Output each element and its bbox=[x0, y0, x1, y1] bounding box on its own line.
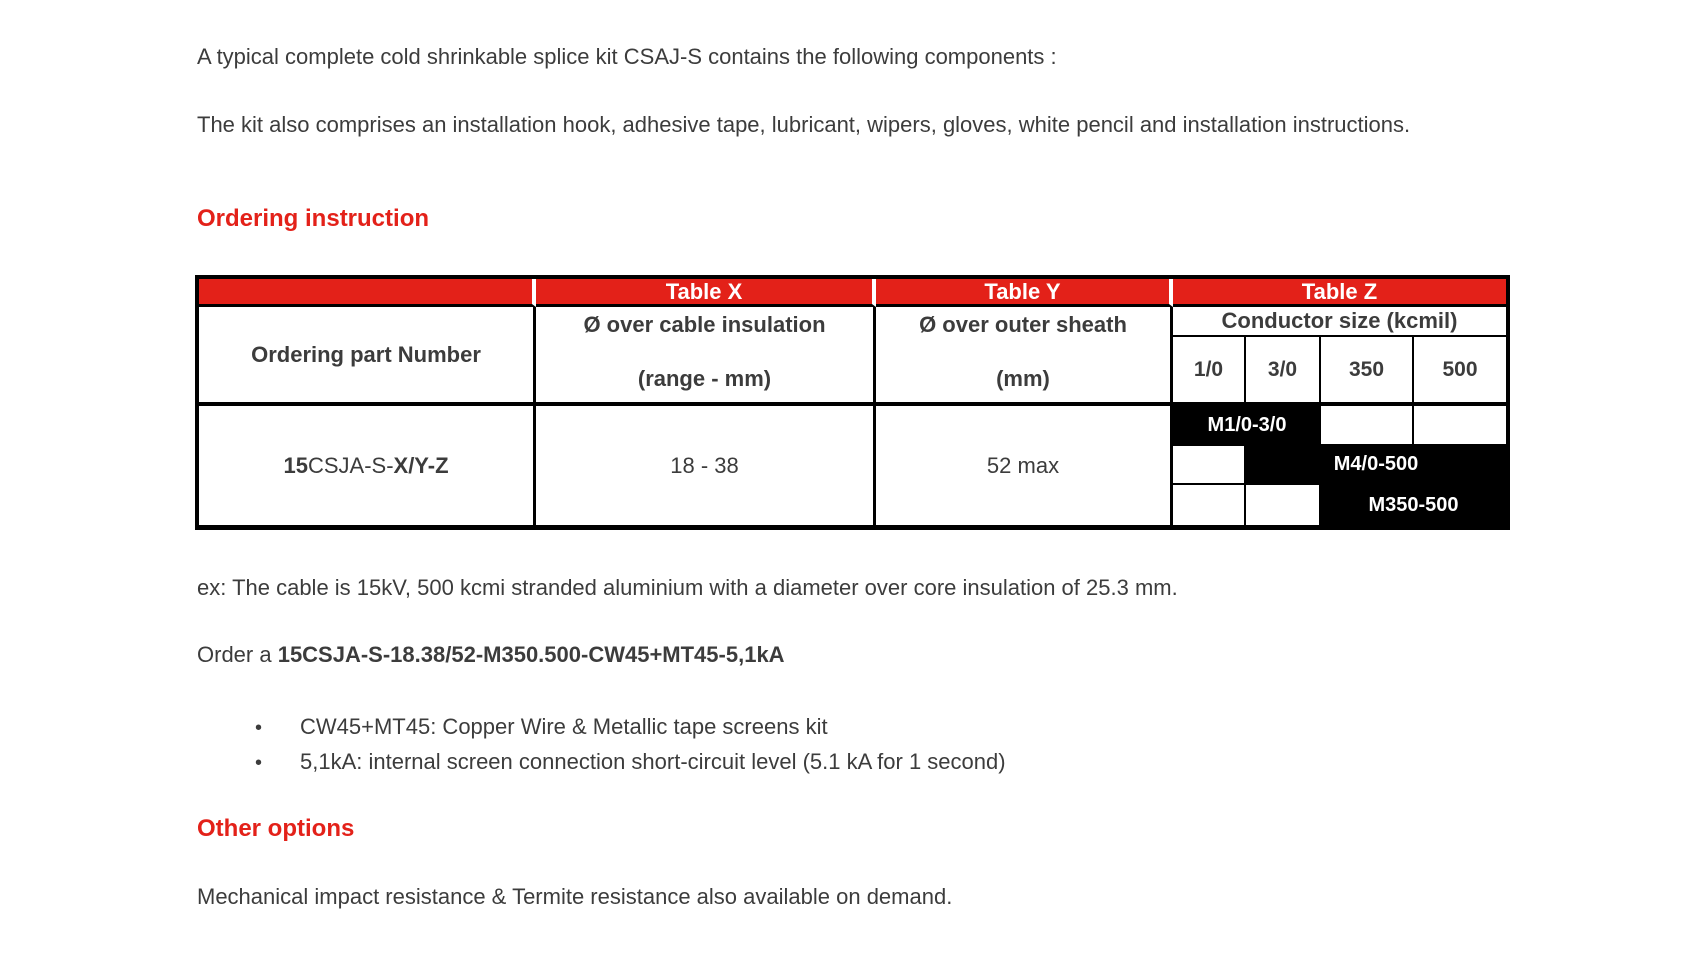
conductor-size-3-0: 3/0 bbox=[1246, 337, 1321, 406]
option-cell-m4-0-500: M4/0-500 bbox=[1246, 446, 1506, 485]
bullet-item-5-1ka bbox=[255, 747, 1006, 778]
insulation-range-value: 18 - 38 bbox=[536, 406, 876, 525]
part-number-value bbox=[199, 406, 536, 525]
conductor-size-1-0: 1/0 bbox=[1173, 337, 1246, 406]
option-cell-m1-0-3-0: M1/0-3/0 bbox=[1173, 406, 1321, 446]
option-cell-m350-500: M350-500 bbox=[1321, 485, 1506, 525]
part-number-column-header: Ordering part Number bbox=[199, 307, 536, 406]
intro-paragraph: A typical complete cold shrinkable splice kit CSAJ-S contains the following components : bbox=[197, 44, 1057, 69]
other-options-paragraph: Mechanical impact resistance & Termite resistance also available on demand. bbox=[197, 884, 953, 909]
ordering-table bbox=[195, 275, 1510, 530]
outer-sheath-value: 52 max bbox=[876, 406, 1173, 525]
conductor-size-header: Conductor size (kcmil) bbox=[1173, 307, 1506, 337]
conductor-size-500: 500 bbox=[1414, 337, 1506, 406]
bullet-icon: • bbox=[255, 717, 263, 739]
ordering-instruction-heading: Ordering instruction bbox=[197, 205, 430, 232]
empty-cell-row3-1-0 bbox=[1173, 485, 1246, 525]
kit-contents-paragraph: The kit also comprises an installation hook, adhesive tape, lubricant, wipers, gloves, white pencil and installation instructions. bbox=[197, 112, 1411, 137]
table-x-description-line2: (range - mm) bbox=[637, 366, 772, 391]
table-header-table-x: Table X bbox=[536, 279, 876, 307]
empty-cell-row2-1-0 bbox=[1173, 446, 1246, 485]
order-code-line bbox=[197, 640, 785, 670]
conductor-size-350: 350 bbox=[1321, 337, 1414, 406]
table-header-table-z: Table Z bbox=[1173, 279, 1506, 307]
bullet-text: CW45+MT45: Copper Wire & Metallic tape screens kit bbox=[300, 714, 828, 739]
bullet-icon: • bbox=[255, 752, 263, 774]
table-y-description bbox=[876, 307, 1173, 406]
table-y-description-line2: (mm) bbox=[996, 366, 1050, 391]
table-x-description bbox=[536, 307, 876, 406]
empty-cell-row3-3-0 bbox=[1246, 485, 1321, 525]
bullet-text: 5,1kA: internal screen connection short-circuit level (5.1 kA for 1 second) bbox=[300, 749, 1006, 774]
part-number-text: 15CSJA-S-X/Y-Z bbox=[283, 452, 449, 478]
table-x-description-line1: Ø over cable insulation bbox=[583, 312, 826, 337]
empty-cell-row1-350 bbox=[1321, 406, 1414, 446]
table-y-description-line1: Ø over outer sheath bbox=[919, 312, 1127, 337]
bullet-item-cw45 bbox=[255, 712, 828, 743]
other-options-heading: Other options bbox=[197, 815, 355, 842]
table-header-table-y: Table Y bbox=[876, 279, 1173, 307]
table-header-empty-cell bbox=[199, 279, 536, 307]
order-prefix: Order a bbox=[197, 642, 278, 667]
order-code: 15CSJA-S-18.38/52-M350.500-CW45+MT45-5,1kA bbox=[277, 642, 785, 667]
empty-cell-row1-500 bbox=[1414, 406, 1506, 446]
example-paragraph: ex: The cable is 15kV, 500 kcmi stranded aluminium with a diameter over core insulation of 25.3 mm. bbox=[197, 575, 1178, 600]
